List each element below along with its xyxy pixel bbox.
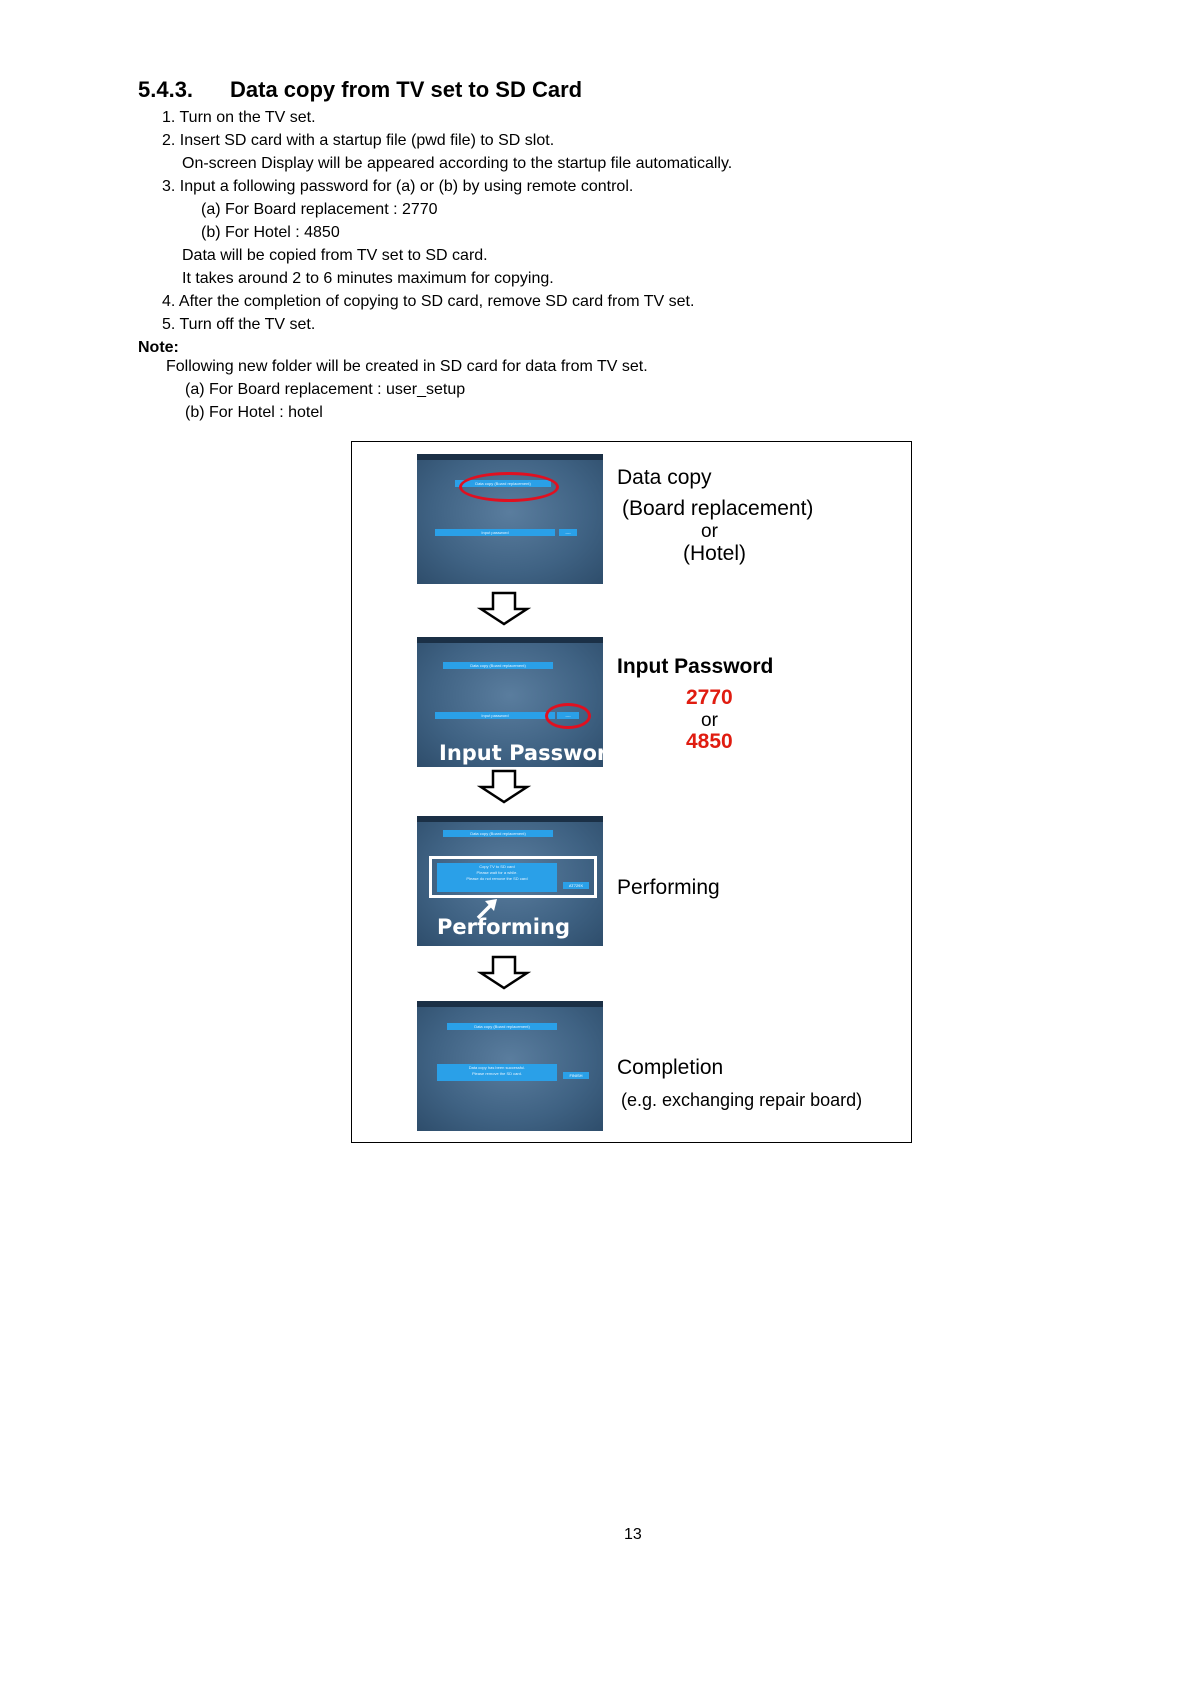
screen-top-band <box>417 454 603 460</box>
section-number: 5.4.3. <box>138 77 194 102</box>
down-arrow-icon <box>479 956 529 990</box>
screen-title-bar: Data copy (Board replacement) <box>447 1023 557 1030</box>
overlay-input-password: Input Password <box>439 741 623 765</box>
step-2-detail: On-screen Display will be appeared according to the startup file automatically. <box>182 155 733 172</box>
completion-line-1: Data copy has been successful. <box>468 1065 526 1070</box>
screen-top-band <box>417 1001 603 1007</box>
procedure-figure <box>351 441 912 1143</box>
screen-password-box: ---- <box>557 712 579 719</box>
screen-password-box: ---- <box>559 529 577 536</box>
screen-top-band <box>417 816 603 822</box>
step-3-detail-2: It takes around 2 to 6 minutes maximum for copying. <box>182 270 554 287</box>
step-1: 1. Turn on the TV set. <box>162 109 316 126</box>
caption-performing: Performing <box>617 876 720 899</box>
screen-input-password <box>417 637 623 767</box>
password-code-a: 2770 <box>686 686 733 709</box>
caption-input-password: Input Password <box>617 655 774 678</box>
step-3-option-b: (b) For Hotel : 4850 <box>201 224 340 241</box>
highlight-circle <box>545 703 591 729</box>
note-line-1: Following new folder will be created in SD card for data from TV set. <box>166 358 648 375</box>
progress-line-2: Please wait for a while. <box>476 870 518 875</box>
screen-performing <box>417 816 603 946</box>
highlight-circle <box>459 472 559 502</box>
progress-line-1: Copy TV to SD card <box>479 864 515 869</box>
screen-password-bar: Input password <box>435 712 555 719</box>
progress-message <box>437 863 557 892</box>
progress-box: AT729X <box>563 882 589 889</box>
completion-line-2: Please remove the SD card. <box>471 1071 523 1076</box>
step-3: 3. Input a following password for (a) or (b) by using remote control. <box>162 178 634 195</box>
completion-message <box>437 1064 557 1081</box>
caption-completion: Completion <box>617 1056 724 1079</box>
section-title: Data copy from TV set to SD Card <box>230 77 583 102</box>
screen-top-band <box>417 637 603 643</box>
screen-title-bar: Data copy (Board replacement) <box>443 830 553 837</box>
caption-or: or <box>701 521 718 542</box>
down-arrow-icon <box>479 592 529 626</box>
step-5: 5. Turn off the TV set. <box>162 316 316 333</box>
password-code-b: 4850 <box>686 730 733 753</box>
step-3-detail-1: Data will be copied from TV set to SD card. <box>182 247 488 264</box>
step-4: 4. After the completion of copying to SD card, remove SD card from TV set. <box>162 293 695 310</box>
note-label: Note: <box>138 339 179 356</box>
screen-title-bar: Data copy (Board replacement) <box>455 480 551 487</box>
caption-or-2: or <box>701 710 718 731</box>
step-2: 2. Insert SD card with a startup file (pwd file) to SD slot. <box>162 132 555 149</box>
caption-data-copy: Data copy <box>617 466 712 489</box>
progress-line-3: Please do not remove the SD card <box>466 876 528 881</box>
caption-board-replacement: (Board replacement) <box>622 497 814 520</box>
section-heading <box>138 77 582 103</box>
down-arrow-icon <box>479 770 529 804</box>
screen-data-copy <box>417 454 603 584</box>
screen-completion <box>417 1001 603 1131</box>
caption-completion-example: (e.g. exchanging repair board) <box>621 1090 863 1110</box>
screen-password-bar: Input password <box>435 529 555 536</box>
caption-hotel: (Hotel) <box>683 542 747 565</box>
completion-box: FINISH <box>563 1072 589 1079</box>
page-number: 13 <box>624 1526 642 1543</box>
note-line-3: (b) For Hotel : hotel <box>185 404 323 421</box>
overlay-performing: Performing <box>437 915 570 939</box>
screen-title-bar: Data copy (Board replacement) <box>443 662 553 669</box>
note-line-2: (a) For Board replacement : user_setup <box>185 381 466 398</box>
step-3-option-a: (a) For Board replacement : 2770 <box>201 201 438 218</box>
